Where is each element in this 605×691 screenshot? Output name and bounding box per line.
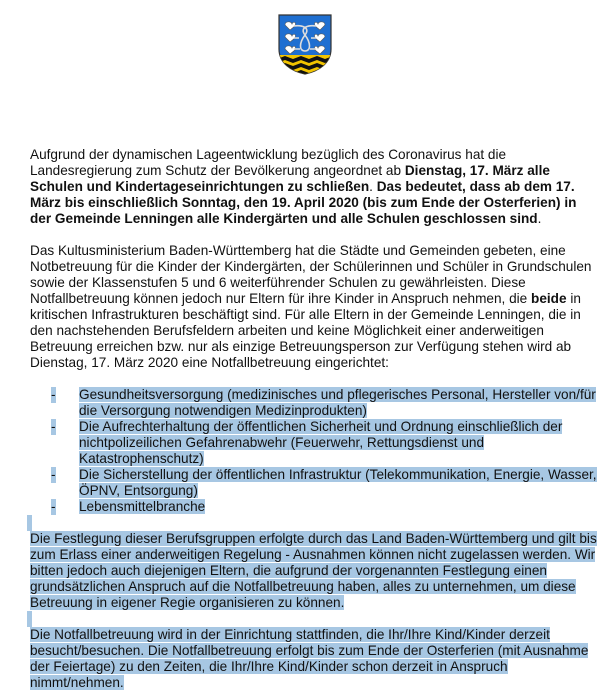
intro-text-2: . bbox=[369, 179, 377, 194]
selection-fragment bbox=[27, 515, 32, 531]
list-item bbox=[30, 499, 600, 515]
profession-list bbox=[30, 387, 600, 515]
ministry-bold-beide: beide bbox=[531, 291, 567, 306]
list-item-text: Gesundheitsversorgung (medizinisches und pflegerisches Personal, Hersteller von/für die Versorgung notwendigen Medizinprodukten) bbox=[79, 387, 596, 418]
selected-empty-line bbox=[30, 611, 600, 627]
document-page bbox=[30, 147, 600, 691]
list-item bbox=[30, 467, 600, 499]
intro-text-3: . bbox=[537, 211, 542, 226]
coat-of-arms-logo bbox=[277, 13, 333, 75]
dash-bullet-icon: - bbox=[51, 499, 56, 514]
list-item-text: Lebensmittelbranche bbox=[79, 499, 206, 514]
determination-paragraph bbox=[30, 531, 600, 611]
selection-fragment bbox=[27, 611, 32, 627]
list-item-text: Die Aufrechterhaltung der öffentlichen Sicherheit und Ordnung einschließlich der nichtpolizeilichen Gefahrenabwehr (Feuerwehr, Rettungsdienst und Katastrophenschutz) bbox=[79, 419, 563, 466]
intro-bold-1: Dienstag, 17. März alle Schulen und Kindertageseinrichtungen zu schließen bbox=[30, 163, 550, 194]
list-item bbox=[30, 387, 600, 419]
determination-text: Die Festlegung dieser Berufsgruppen erfolgte durch das Land Baden-Württemberg und gilt bis zum Erlass einer anderweitigen Regelung - Ausnahmen können nicht zugelassen werden. Wir bitten jedoch auch diejenigen Eltern, die aufgrund der vorgenannten Festlegung einen grundsätzlichen Anspruch auf die Notfallbetreuung haben, alles zu unternehmen, um diese Betreuung in eigener Regie organisieren zu können. bbox=[30, 531, 597, 610]
intro-bold-2: Das bedeutet, dass ab dem 17. März bis einschließlich Sonntag, den 19. April 2020 (bis zum Ende der Osterferien) in der Gemeinde Lenningen alle Kindergärten und alle Schulen geschlossen sind bbox=[30, 179, 577, 226]
location-paragraph bbox=[30, 627, 600, 691]
location-text: Die Notfallbetreuung wird in der Einrichtung stattfinden, die Ihr/Ihre Kind/Kinder derzeit besucht/besuchen. Die Notfallbetreuung erfolgt bis zum Ende der Osterferien (mit Ausnahme der Feiertage) zu den Zeiten, die Ihr/Ihre Kind/Kinder schon derzeit in Anspruch nimmt/nehmen. bbox=[30, 627, 589, 690]
dash-bullet-icon: - bbox=[51, 387, 56, 402]
intro-paragraph bbox=[30, 147, 600, 227]
list-item bbox=[30, 419, 600, 467]
ministry-paragraph bbox=[30, 243, 600, 371]
dash-bullet-icon: - bbox=[51, 467, 56, 482]
selected-empty-line bbox=[30, 515, 600, 531]
intro-text-1: Aufgrund der dynamischen Lageentwicklung bezüglich des Coronavirus hat die Landesregierung zum Schutz der Bevölkerung angeordnet ab bbox=[30, 147, 507, 178]
ministry-text-2: in kritischen Infrastrukturen beschäftigt sind. Für alle Eltern in der Gemeinde Lenningen, die in den nachstehenden Berufsfeldern arbeiten und keine Möglichkeit einer anderweitigen Betreuung erreichen bzw. nur als einzige Betreuungsperson zur Verfügung stehen wird ab Dienstag, 17. März 2020 eine Notfallbetreuung eingerichtet: bbox=[30, 291, 581, 370]
ministry-text-1: Das Kultusministerium Baden-Württemberg hat die Städte und Gemeinden gebeten, eine Notbetreuung für die Kinder der Kindergärten, der Schülerinnen und Schüler in Grundschulen sowie der Klassenstufen 5 und 6 weiterführender Schulen zu gewährleisten. Diese Notfallbetreuung können jedoch nur Eltern für ihre Kinder in Anspruch nehmen, die bbox=[30, 243, 592, 306]
dash-bullet-icon: - bbox=[51, 419, 56, 434]
list-item-text: Die Sicherstellung der öffentlichen Infrastruktur (Telekommunikation, Energie, Wasser, ÖPNV, Entsorgung) bbox=[79, 467, 597, 498]
